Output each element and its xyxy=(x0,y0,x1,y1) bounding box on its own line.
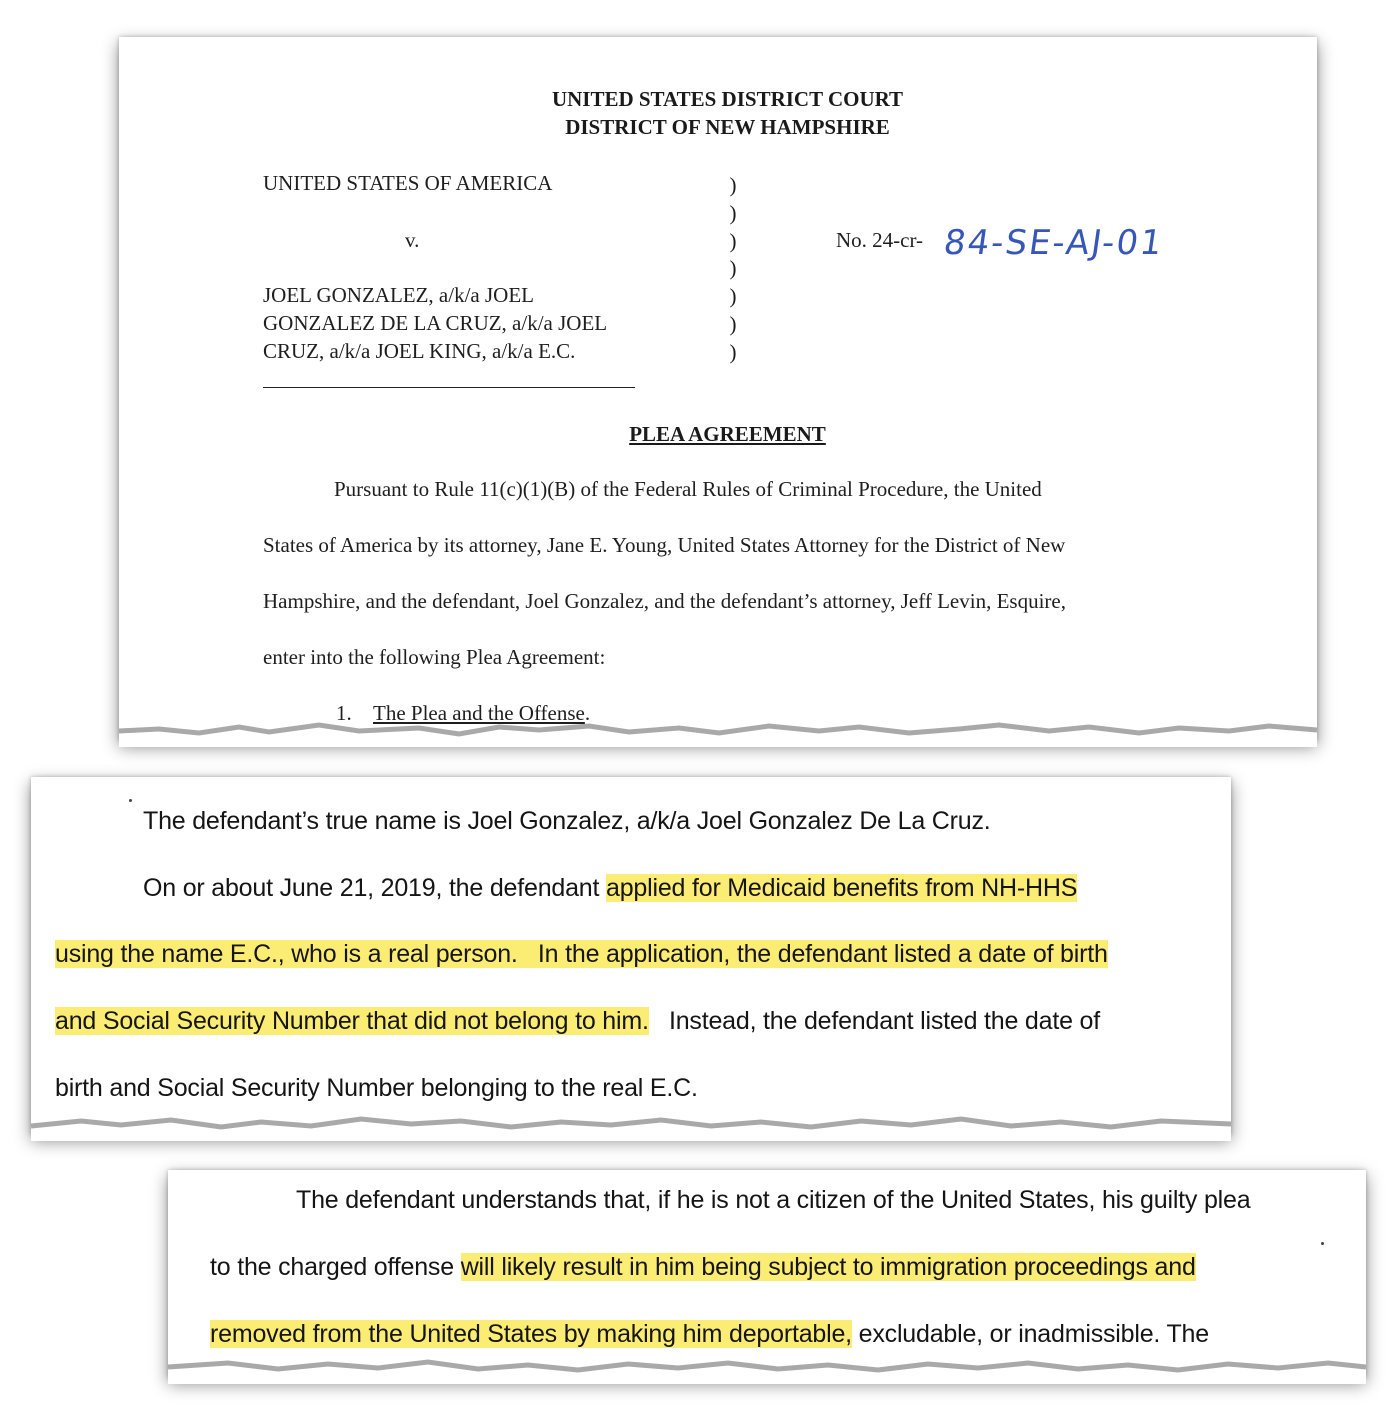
section-number: 1. xyxy=(336,701,352,725)
paragraph-line: States of America by its attorney, Jane E. Young, United States Attorney for the District of New xyxy=(263,533,1066,557)
fact-text: On or about June 21, 2019, the defendant xyxy=(143,874,607,902)
torn-edge xyxy=(31,1111,1231,1141)
fact-line: birth and Social Security Number belonging to the real E.C. xyxy=(55,1074,698,1102)
caption-paren: ) xyxy=(729,311,737,336)
torn-edge xyxy=(119,717,1317,747)
section-heading-period: . xyxy=(584,701,591,725)
highlighted-text: removed from the United States by making him deportable, xyxy=(210,1320,852,1348)
consequence-text: excludable, or inadmissible. The xyxy=(851,1320,1209,1348)
caption-parentheses xyxy=(726,172,740,367)
highlighted-text: using the name E.C., who is a real person. In the application, the defendant listed a date of birth xyxy=(55,940,1108,968)
paragraph-line: Hampshire, and the defendant, Joel Gonzalez, and the defendant’s attorney, Jeff Levin, Esquire, xyxy=(263,589,1066,613)
caption-paren: ) xyxy=(729,339,737,364)
versus-label: v. xyxy=(405,228,420,252)
caption-paren: ) xyxy=(729,284,737,309)
court-district: DISTRICT OF NEW HAMPSHIRE xyxy=(565,115,890,139)
excerpt-immigration-consequences xyxy=(168,1170,1366,1378)
caption-paren: ) xyxy=(729,173,737,197)
caption-paren: ) xyxy=(729,228,737,253)
fact-text: Instead, the defendant listed the date of xyxy=(648,1007,1100,1035)
torn-edge xyxy=(168,1354,1366,1384)
plaintiff-name: UNITED STATES OF AMERICA xyxy=(263,171,553,195)
highlighted-text: applied for Medicaid benefits from NH-HHS xyxy=(606,874,1078,902)
consequence-line: The defendant understands that, if he is not a citizen of the United States, his guilty plea xyxy=(296,1186,1251,1214)
highlighted-text: will likely result in him being subject to immigration proceedings and xyxy=(460,1253,1196,1281)
section-heading-text: The Plea and the Offense xyxy=(373,701,585,725)
excerpt-caption-page xyxy=(119,37,1317,741)
paragraph-line: enter into the following Plea Agreement: xyxy=(263,645,606,669)
paragraph-line: Pursuant to Rule 11(c)(1)(B) of the Federal Rules of Criminal Procedure, the United xyxy=(334,477,1042,501)
fact-line xyxy=(55,938,1108,970)
fact-line xyxy=(55,1005,1100,1037)
defendant-name-line: JOEL GONZALEZ, a/k/a JOEL xyxy=(263,283,534,307)
consequence-text: to the charged offense xyxy=(210,1253,461,1281)
court-name: UNITED STATES DISTRICT COURT xyxy=(551,87,904,111)
fact-line: The defendant’s true name is Joel Gonzalez, a/k/a Joel Gonzalez De La Cruz. xyxy=(143,807,991,835)
case-number-label: No. 24-cr- xyxy=(836,228,924,252)
fact-line xyxy=(143,872,1077,904)
caption-paren: ) xyxy=(729,200,737,225)
document-title: PLEA AGREEMENT xyxy=(629,422,826,446)
highlighted-text: and Social Security Number that did not belong to him. xyxy=(55,1007,649,1035)
speck xyxy=(1321,1242,1324,1245)
speck xyxy=(129,799,132,802)
caption-rule xyxy=(263,387,635,388)
handwritten-case-number: 84-SE-AJ-01 xyxy=(941,223,1167,263)
defendant-name-line: GONZALEZ DE LA CRUZ, a/k/a JOEL xyxy=(263,311,608,335)
caption-paren: ) xyxy=(729,256,737,281)
consequence-line xyxy=(210,1251,1196,1283)
defendant-name-line: CRUZ, a/k/a JOEL KING, a/k/a E.C. xyxy=(263,339,576,363)
excerpt-offense-facts xyxy=(31,777,1231,1135)
consequence-line xyxy=(210,1318,1209,1350)
